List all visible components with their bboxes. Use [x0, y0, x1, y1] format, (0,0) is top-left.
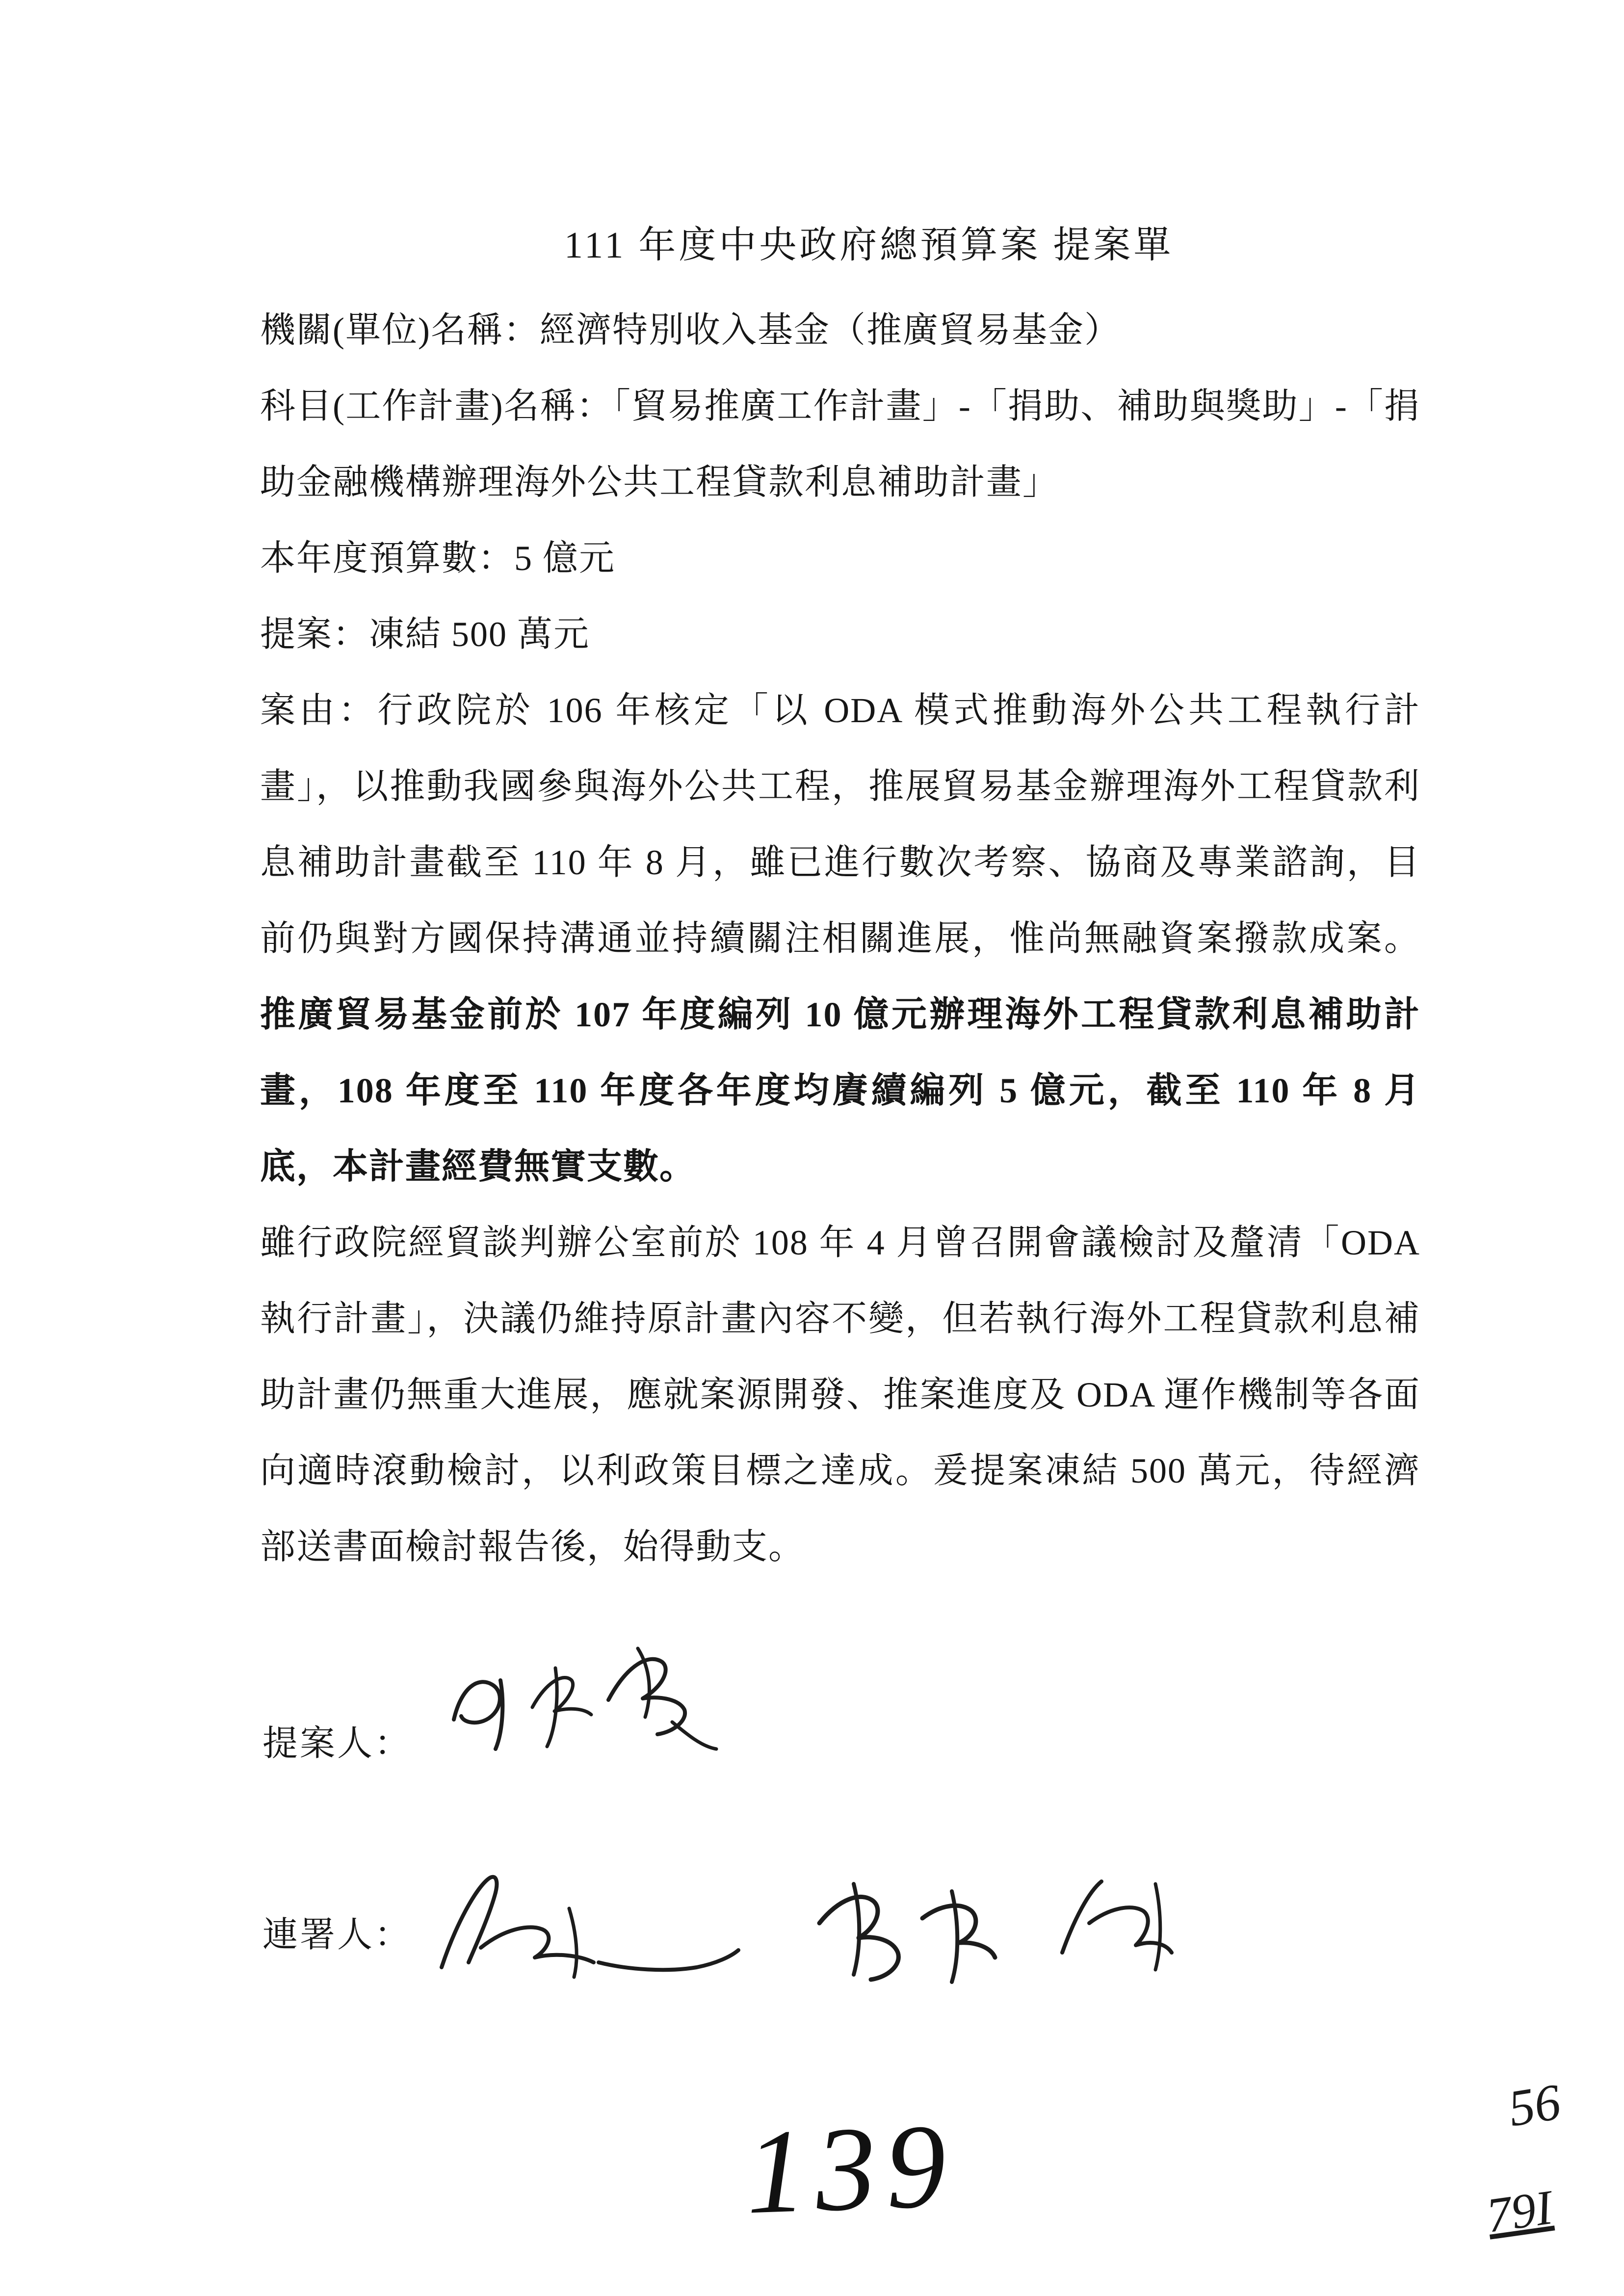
proposer-signature: [427, 1634, 731, 1781]
subject-line: 科目(工作計畫)名稱：「貿易推廣工作計畫」-「捐助、補助與獎助」-「捐助金融機構辦理海外公共工程貸款利息補助計畫」: [260, 387, 1420, 502]
page-title: 111 年度中央政府總預算案 提案單: [564, 225, 1174, 266]
case-intro-text: 案由：行政院於 106 年核定「以 ODA 模式推動海外公共工程執行計畫」，以推動我國參與海外公共工程，推展貿易基金辦理海外工程貸款利息補助計畫截至 110 年 8 月，雖已進行數次考察、協商及專業諮詢，目前仍與對方國保持溝通並持續關注相關進展，惟尚無融資案撥款成案。: [260, 691, 1420, 958]
cosigner-signature-3: [1040, 1854, 1187, 1992]
review-paragraph: 雖行政院經貿談判辦公室前於 108 年 4 月曾召開會議檢討及釐清「ODA 執行計畫」，決議仍維持原計畫內容不變，但若執行海外工程貸款利息補助計畫仍無重大進展，應就案源開發、推案進度及 ODA 運作機制等各面向適時滾動檢討，以利政策目標之達成。爰提案凍結 500 萬元，待經濟部送書面檢討報告後，始得動支。: [260, 1223, 1420, 1566]
cosigner-label: 連署人：: [262, 1915, 412, 1955]
agency-line: 機關(單位)名稱：經濟特別收入基金（推廣貿易基金）: [260, 311, 1121, 350]
document-body: [260, 292, 1420, 1585]
case-paragraph: [260, 673, 1420, 1205]
case-bold-text: 推廣貿易基金前於 107 年度編列 10 億元辦理海外工程貸款利息補助計畫，108 年度至 110 年度各年度均賡續編列 5 億元，截至 110 年 8 月底，本計畫經費無實支數。: [260, 995, 1420, 1186]
corner-annotation-bottom: 79I: [1483, 2180, 1556, 2243]
proposer-label: 提案人：: [262, 1724, 412, 1763]
cosigner-signature-1: [422, 1850, 756, 2007]
cosigner-signature-2: [795, 1864, 1021, 2002]
proposal-line: 提案：凍結 500 萬元: [260, 615, 590, 654]
corner-annotation-top: 56: [1504, 2072, 1565, 2138]
page-number: 139: [743, 2098, 958, 2239]
budget-line: 本年度預算數：5 億元: [260, 539, 616, 578]
